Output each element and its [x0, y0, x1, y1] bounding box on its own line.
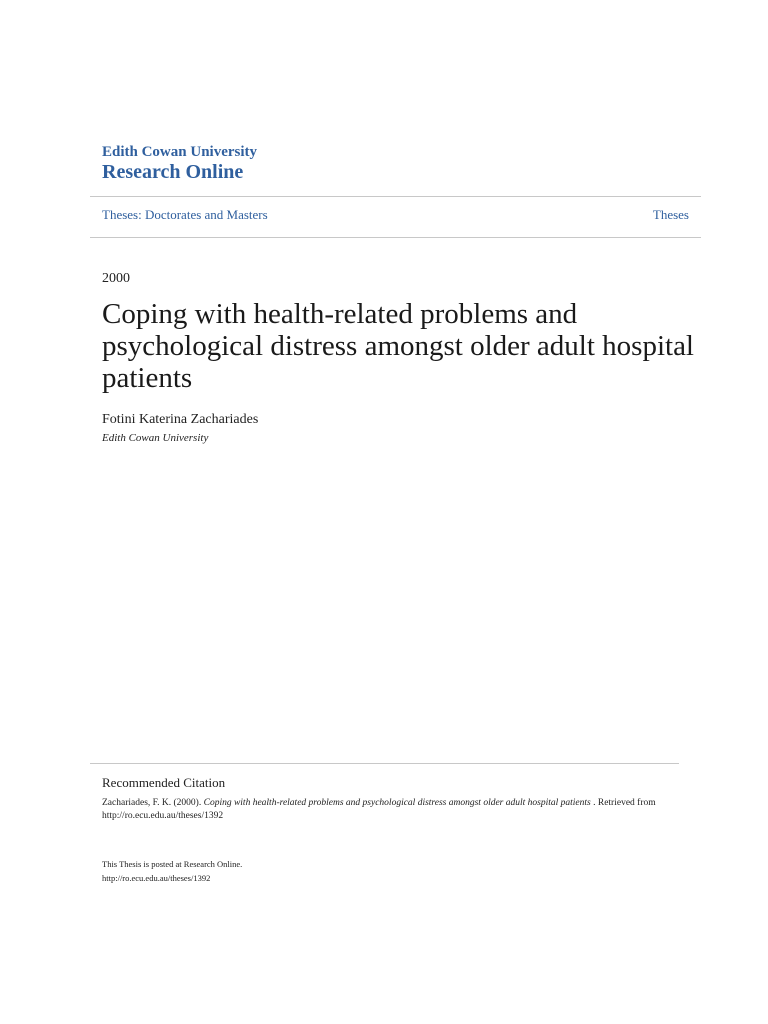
posted-notice [102, 857, 242, 885]
institution-link[interactable]: Edith Cowan University [102, 144, 258, 160]
citation-heading: Recommended Citation [102, 775, 226, 790]
nav-divider [90, 237, 701, 238]
series-link[interactable]: Theses [652, 207, 689, 222]
citation-prefix: Zachariades, F. K. (2000). [102, 798, 204, 808]
citation-text [102, 797, 682, 823]
author-affiliation: Edith Cowan University [102, 432, 209, 444]
institution-block [102, 145, 257, 182]
citation-divider [90, 763, 679, 764]
author-name: Fotini Katerina Zachariades [102, 412, 259, 427]
citation-title: Coping with health-related problems and psychological distress amongst older adult hospital patients [203, 798, 591, 808]
posted-url[interactable]: http://ro.ecu.edu.au/theses/1392 [102, 873, 211, 883]
publication-year: 2000 [102, 271, 130, 286]
repository-link[interactable]: Research Online [102, 161, 244, 183]
citation-suffix: . Retrieved from http://ro.ecu.edu.au/theses/1392 [102, 798, 656, 821]
collection-link[interactable]: Theses: Doctorates and Masters [102, 207, 268, 222]
posted-statement: This Thesis is posted at Research Online. [102, 859, 243, 869]
top-divider [90, 196, 701, 197]
document-title: Coping with health-related problems and psychological distress amongst older adult hospital patients [102, 298, 694, 394]
